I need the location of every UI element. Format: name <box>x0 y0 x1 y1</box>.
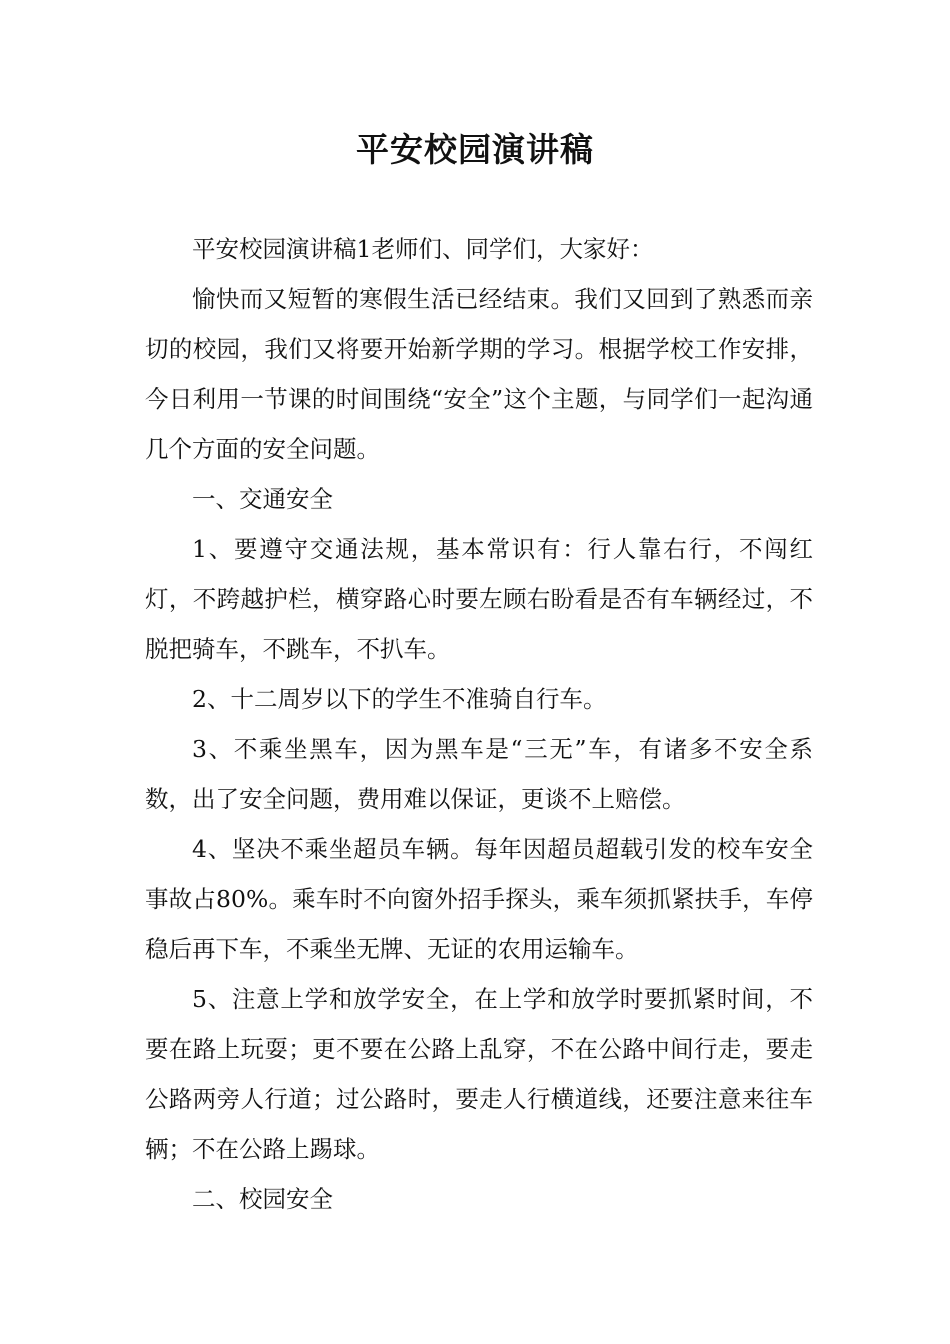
paragraph-traffic-2: 2、十二周岁以下的学生不准骑自行车。 <box>192 685 607 713</box>
paragraph-traffic-4: 4、坚决不乘坐超员车辆。每年因超员超载引发的校车安全事故占80%。乘车时不向窗外招手探头，乘车须抓紧扶手，车停稳后再下车，不乘坐无牌、无证的农用运输车。 <box>145 835 813 963</box>
paragraph-greeting: 平安校园演讲稿1老师们、同学们，大家好： <box>192 235 654 263</box>
paragraph-traffic-5: 5、注意上学和放学安全，在上学和放学时要抓紧时间，不要在路上玩耍；更不要在公路上乱穿，不在公路中间行走，要走公路两旁人行道；过公路时，要走人行横道线，还要注意来往车辆；不在公路上踢球。 <box>145 985 813 1163</box>
document-title: 平安校园演讲稿 <box>356 130 594 169</box>
section-heading-campus: 二、校园安全 <box>192 1185 333 1213</box>
section-heading-traffic: 一、交通安全 <box>192 485 333 513</box>
paragraph-traffic-1: 1、要遵守交通法规，基本常识有：行人靠右行，不闯红灯，不跨越护栏，横穿路心时要左顾右盼看是否有车辆经过，不脱把骑车，不跳车，不扒车。 <box>145 535 813 663</box>
document-body <box>145 224 813 1224</box>
paragraph-traffic-3: 3、不乘坐黑车，因为黑车是“三无”车，有诸多不安全系数，出了安全问题，费用难以保证，更谈不上赔偿。 <box>145 735 813 813</box>
paragraph-intro: 愉快而又短暂的寒假生活已经结束。我们又回到了熟悉而亲切的校园，我们又将要开始新学期的学习。根据学校工作安排，今日利用一节课的时间围绕“安全”这个主题，与同学们一起沟通几个方面的安全问题。 <box>145 285 813 463</box>
